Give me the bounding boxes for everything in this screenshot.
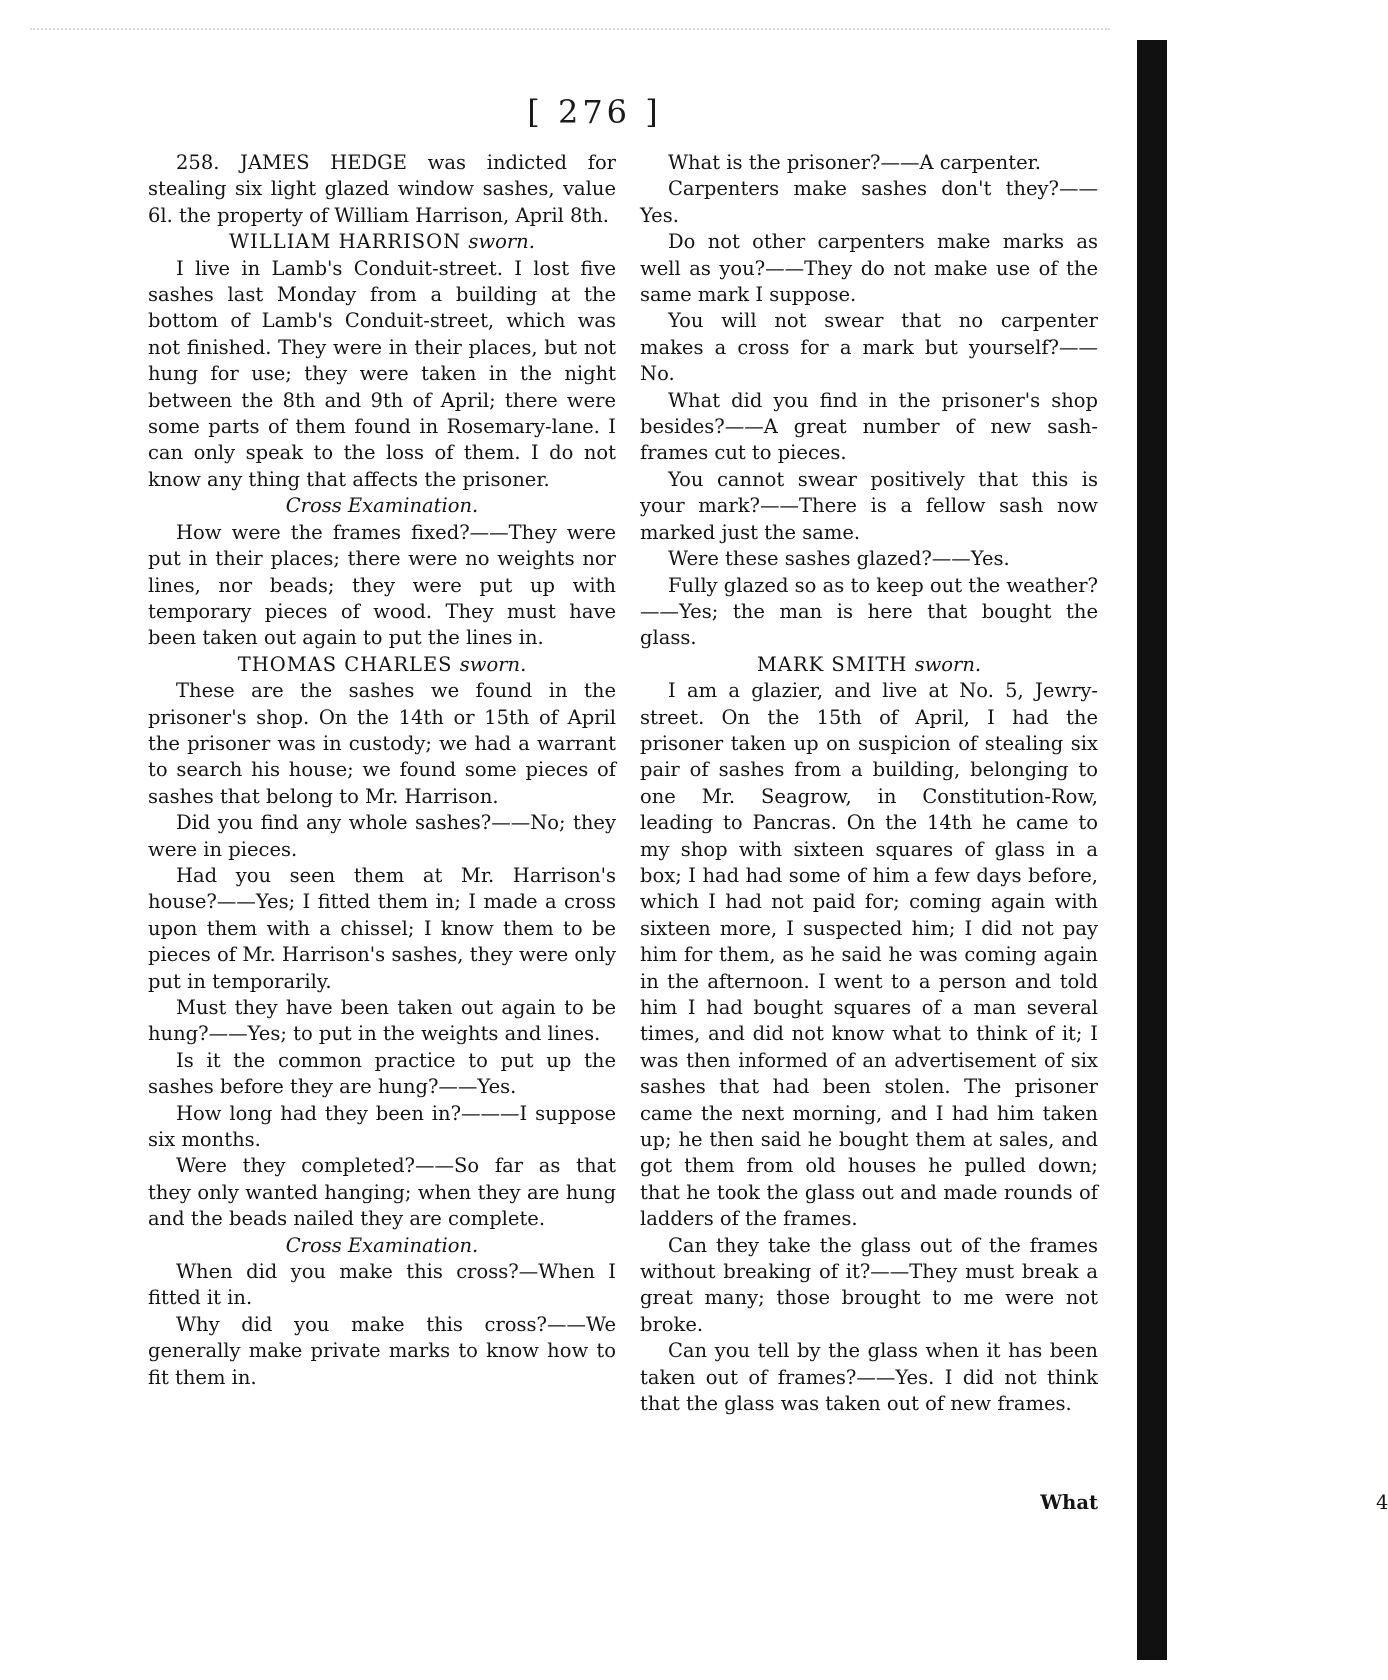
paragraph-indictment: 258. JAMES HEDGE was indicted for stealing six light glazed window sashes, value 6l. the property of William Harrison, April 8th. (148, 151, 616, 227)
question-answer: Why did you make this cross?——We generally make private marks to know how to fit them in. (148, 1312, 616, 1389)
question-answer: Do not other carpenters make marks as well as you?——They do not make use of the same mark I suppose. (640, 230, 1098, 307)
witness-heading-harrison (148, 229, 616, 255)
scan-edge-shadow (1137, 40, 1167, 1660)
question-answer: What is the prisoner?——A carpenter. (668, 151, 1041, 174)
sworn-label: sworn. (459, 652, 527, 676)
right-column (640, 150, 1098, 1418)
witness-name: MARK SMITH (756, 652, 908, 676)
question-answer: Fully glazed so as to keep out the weather?——Yes; the man is here that bought the glass. (640, 573, 1098, 650)
sworn-label: sworn. (914, 652, 982, 676)
witness-heading-smith (640, 652, 1098, 678)
cross-examination-heading: Cross Examination. (285, 494, 479, 518)
signature-mark: 4 (1376, 1491, 1388, 1514)
testimony-paragraph: I am a glazier, and live at No. 5, Jewry-street. On the 15th of April, I had the prisoner taken up on suspicion of stealing six pair of sashes from a building, belonging to one Mr. Seagrow, in Constitution-Row, leading to Pancras. On the 14th he came to my shop with sixteen squares of glass in a box; I had had some of him a few days before, which I had not paid for; coming again with sixteen more, I suspected him; I did not pay him for them, as he said he was coming again in the afternoon. I went to a person and told him I had bought squares of a man several times, and did not know what to think of it; I was then informed of an advertisement of six sashes that had been stolen. The prisoner came the next morning, and I had him taken up; he then said he bought them at sales, and got them from old houses he pulled down; that he took the glass out and made rounds of ladders of the frames. (640, 679, 1098, 1231)
testimony-paragraph: These are the sashes we found in the prisoner's shop. On the 14th or 15th of April the prisoner was in custody; we had a warrant to search his house; we found some pieces of sashes that belong to Mr. Harrison. (148, 679, 616, 808)
testimony-paragraph: I live in Lamb's Conduit-street. I lost five sashes last Monday from a building at the bottom of Lamb's Conduit-street, which was not finished. They were in their places, but not hung for use; they were taken in the night between the 8th and 9th of April; there were some parts of them found in Rosemary-lane. I can only speak to the loss of them. I do not know any thing that affects the prisoner. (148, 256, 616, 491)
testimony-paragraph: How were the frames fixed?——They were put in their places; there were no weights nor lines, nor beads; they were put up with temporary pieces of wood. They must have been taken out again to put the lines in. (148, 520, 616, 650)
page-footer (640, 1491, 1388, 1521)
question-answer: Were they completed?——So far as that they only wanted hanging; when they are hung and the beads nailed they are complete. (148, 1154, 616, 1231)
question-answer: When did you make this cross?—When I fitted it in. (148, 1260, 616, 1310)
question-answer: Did you find any whole sashes?——No; they were in pieces. (148, 811, 616, 861)
witness-name: WILLIAM HARRISON (229, 230, 462, 254)
question-answer: What did you find in the prisoner's shop besides?——A great number of new sash-frames cut to pieces. (640, 388, 1098, 465)
question-answer: You will not swear that no carpenter makes a cross for a mark but yourself?——No. (640, 309, 1098, 386)
scan-artifact-line (30, 28, 1110, 34)
question-answer: Is it the common practice to put up the sashes before they are hung?——Yes. (148, 1048, 616, 1099)
left-column (148, 150, 616, 1391)
question-answer: Must they have been taken out again to be hung?——Yes; to put in the weights and lines. (148, 996, 616, 1046)
question-answer: Carpenters make sashes don't they?——Yes. (640, 177, 1098, 227)
cross-examination-heading: Cross Examination. (285, 1233, 479, 1257)
sworn-label: sworn. (468, 230, 535, 254)
question-answer: Can you tell by the glass when it has been taken out of frames?——Yes. I did not think that the glass was taken out of new frames. (640, 1339, 1098, 1416)
question-answer: Were these sashes glazed?——Yes. (668, 547, 1010, 571)
question-answer: You cannot swear positively that this is your mark?——There is a fellow sash now marked just the same. (640, 467, 1098, 544)
question-answer: How long had they been in?———I suppose six months. (148, 1101, 616, 1152)
page-number: [ 276 ] (527, 93, 662, 131)
question-answer: Can they take the glass out of the frames without breaking of it?——They must break a great many; those brought to me were not broke. (640, 1233, 1098, 1336)
question-answer: Had you seen them at Mr. Harrison's house?——Yes; I fitted them in; I made a cross upon them with a chissel; I know them to be pieces of Mr. Harrison's sashes, they were only put in temporarily. (148, 863, 616, 993)
witness-heading-charles (148, 652, 616, 678)
witness-name: THOMAS CHARLES (237, 652, 453, 676)
catchword: What (1040, 1491, 1098, 1514)
